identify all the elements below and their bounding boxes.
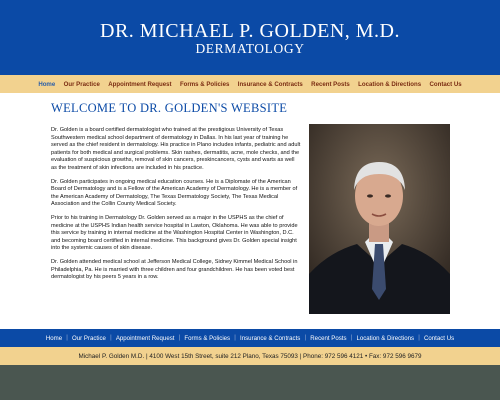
footer-nav-our-practice[interactable]: Our Practice — [72, 334, 106, 342]
nav-separator: | — [110, 335, 112, 341]
bio-paragraph-2: Dr. Golden participates in ongoing medical education courses. He is a Diplomate of the American Board of Dermatology and is a Fellow of the American Academy of Dermatology. He is a member of the American Academy of Dermatology, The Texas Dermatology Society, The Texas Medical Association and the Collin County Medical Society. — [51, 178, 298, 208]
nav-location-directions[interactable]: Location & Directions — [358, 80, 422, 88]
footer-nav-insurance-contracts[interactable]: Insurance & Contracts — [240, 334, 301, 342]
nav-separator: | — [66, 335, 68, 341]
nav-separator: | — [178, 335, 181, 341]
nav-separator: | — [234, 335, 236, 341]
footer-nav-recent-posts[interactable]: Recent Posts — [310, 334, 347, 342]
nav-recent-posts[interactable]: Recent Posts — [311, 80, 350, 88]
site-header — [0, 0, 500, 75]
footer-nav-contact-us[interactable]: Contact Us — [424, 334, 455, 342]
site-title: DR. MICHAEL P. GOLDEN, M.D. — [100, 20, 400, 42]
nav-contact-us[interactable]: Contact Us — [429, 80, 462, 88]
nav-separator: | — [418, 335, 420, 341]
doctor-portrait — [309, 124, 450, 314]
footer-nav-forms-policies[interactable]: Forms & Policies — [184, 334, 231, 342]
footer-contact-info: Michael P. Golden M.D. | 4100 West 15th Street, suite 212 Plano, Texas 75093 | Phone: 972 596 4121 • Fax: 972 596 9679 — [0, 347, 500, 365]
nav-insurance-contracts[interactable]: Insurance & Contracts — [237, 80, 303, 88]
bio-paragraph-1: Dr. Golden is a board certified dermatologist who trained at the prestigious University of Texas Southwestern medical school department of dermatology in Dallas. In his last year of training he served as the chief resident in dermatology. His practice in Plano includes infants, pediatric and adult patients for both medical and surgical problems. Skin rashes, dermatitis, acne, mole checks, and the evaluation of suspicious growths, removal of skin cancers, preskincancers, cysts and warts as well as the treatment of skin infections are included in his practice. — [51, 127, 301, 171]
bio-paragraph-4: Dr. Golden attended medical school at Jefferson Medical College, Sidney Kimmel Medical School in Philadelphia, Pa. He is married with three children and four grandchildren. He has been voted best dermatologist by his peers 5 years in a row. — [51, 258, 298, 281]
nav-appointment-request[interactable]: Appointment Request — [108, 80, 172, 88]
site-subtitle: DERMATOLOGY — [195, 41, 305, 56]
nav-separator: | — [350, 335, 353, 341]
doctor-portrait-illustration — [309, 124, 450, 314]
footer-nav-appointment-request[interactable]: Appointment Request — [115, 334, 175, 342]
footer-nav-location-directions[interactable]: Location & Directions — [356, 334, 415, 342]
top-nav — [0, 75, 500, 93]
nav-separator: | — [304, 335, 307, 341]
bio-paragraph-3: Prior to his training in Dermatology Dr. Golden served as a major in the USPHS as the chief of medicine at the USPHS Indian health service hospital in Lawton, Oklahoma. He was able to provide this service by training in internal medicine at the Washington Hospital Center in Washington, D.C. and becoming board certified in internal medicine. This background gives Dr. Golden special insight into the systemic causes of skin disease. — [51, 214, 298, 252]
main-content — [0, 93, 500, 329]
page-bottom-band — [0, 365, 500, 400]
nav-forms-policies[interactable]: Forms & Policies — [179, 80, 230, 88]
footer-nav-home[interactable]: Home — [45, 334, 63, 342]
bio-text — [51, 127, 301, 288]
page-heading: WELCOME TO DR. GOLDEN'S WEBSITE — [51, 101, 288, 115]
nav-home[interactable]: Home — [38, 80, 56, 88]
nav-our-practice[interactable]: Our Practice — [63, 80, 100, 88]
bottom-nav — [0, 329, 500, 347]
